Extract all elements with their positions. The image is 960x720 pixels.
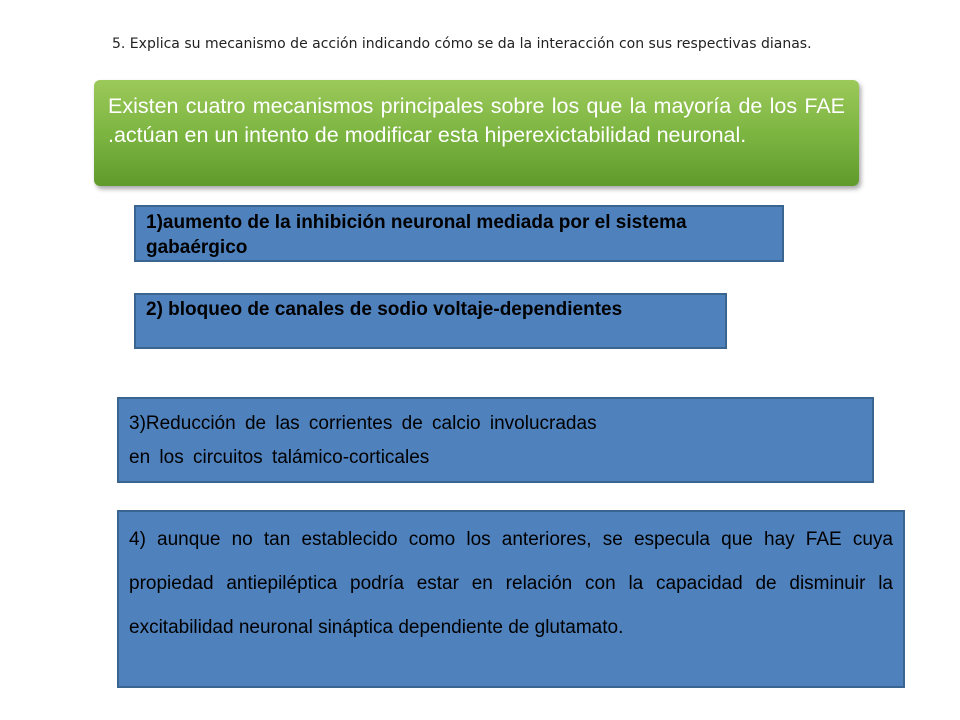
slide-title: 5. Explica su mecanismo de acción indicando cómo se da la interacción con sus respectivas dianas. [112,36,812,52]
mechanism-box-1: 1)aumento de la inhibición neuronal mediada por el sistema gabaérgico [134,205,784,262]
mechanism-box-4: 4) aunque no tan establecido como los anteriores, se especula que hay FAE cuya propiedad antiepiléptica podría estar en relación con la capacidad de disminuir la excitabilidad neuronal sináptica dependiente de glutamato. [117,510,905,688]
mechanism-3-line-2: en los circuitos talámico-corticales [129,447,430,468]
mechanism-box-3 [117,397,874,483]
mechanism-3-line-1: 3)Reducción de las corrientes de calcio involucradas [129,413,597,434]
intro-text-box: Existen cuatro mecanismos principales sobre los que la mayoría de los FAE .actúan en un intento de modificar esta hiperexictabilidad neuronal. [94,80,859,186]
mechanism-box-2: 2) bloqueo de canales de sodio voltaje-dependientes [134,293,727,349]
